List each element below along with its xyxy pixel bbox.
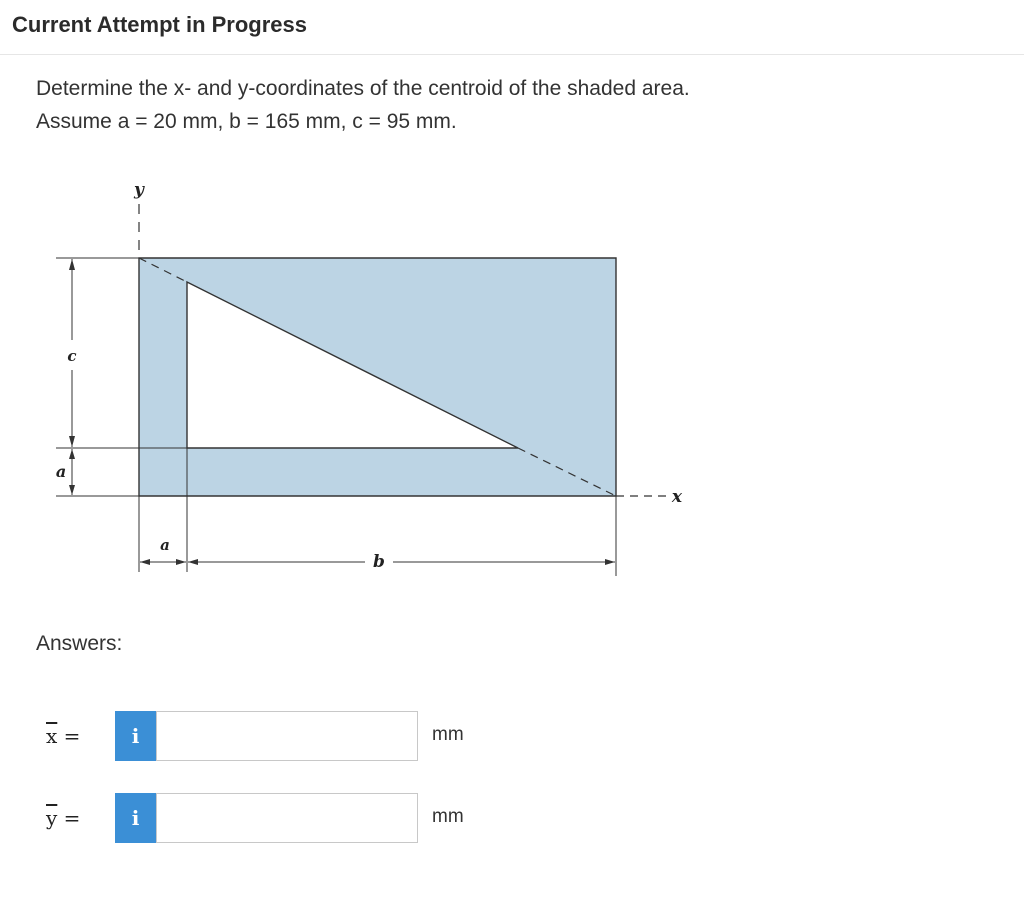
question-line-2: Assume a = 20 mm, b = 165 mm, c = 95 mm. (36, 110, 457, 133)
y-bar-equals: = (63, 806, 81, 830)
y-bar-symbol: $\overline{y}$ (46, 806, 58, 830)
dimension-b-label: b (373, 552, 385, 572)
dimension-a-vertical-arrow-bottom (69, 485, 75, 495)
dimension-a-horizontal-arrow-left (140, 559, 150, 565)
answer-row-x (0, 711, 1024, 763)
answers-label: Answers: (36, 632, 123, 655)
y-answer-input[interactable] (156, 793, 418, 843)
question-text (36, 72, 996, 138)
centroid-figure (0, 170, 720, 590)
dimension-a-horizontal-arrow-right (176, 559, 186, 565)
y-axis-label: y (134, 180, 144, 200)
x-answer-input[interactable] (156, 711, 418, 761)
dimension-b-arrow-right (605, 559, 615, 565)
y-info-button[interactable]: i (115, 793, 156, 843)
y-bar-label (46, 806, 80, 830)
answer-row-y (0, 793, 1024, 845)
x-unit-label: mm (432, 724, 464, 745)
dimension-a-bottom-label: a (160, 536, 170, 554)
header (0, 0, 1024, 55)
x-bar-symbol: $\overline{x}$ (46, 724, 58, 748)
x-info-button[interactable]: i (115, 711, 156, 761)
page-title: Current Attempt in Progress (12, 12, 308, 37)
question-line-1: Determine the x- and y-coordinates of the centroid of the shaded area. (36, 77, 690, 100)
x-bar-label (46, 724, 80, 748)
dimension-b-arrow-left (188, 559, 198, 565)
dimension-a-left-label: a (55, 462, 67, 481)
dimension-c-label: c (67, 347, 77, 365)
x-bar-equals: = (63, 724, 81, 748)
dimension-c-arrow-top (69, 259, 75, 270)
y-unit-label: mm (432, 806, 464, 827)
x-axis-label: x (671, 487, 683, 507)
dimension-a-vertical-arrow-top (69, 449, 75, 459)
dimension-c-arrow-bottom (69, 436, 75, 447)
